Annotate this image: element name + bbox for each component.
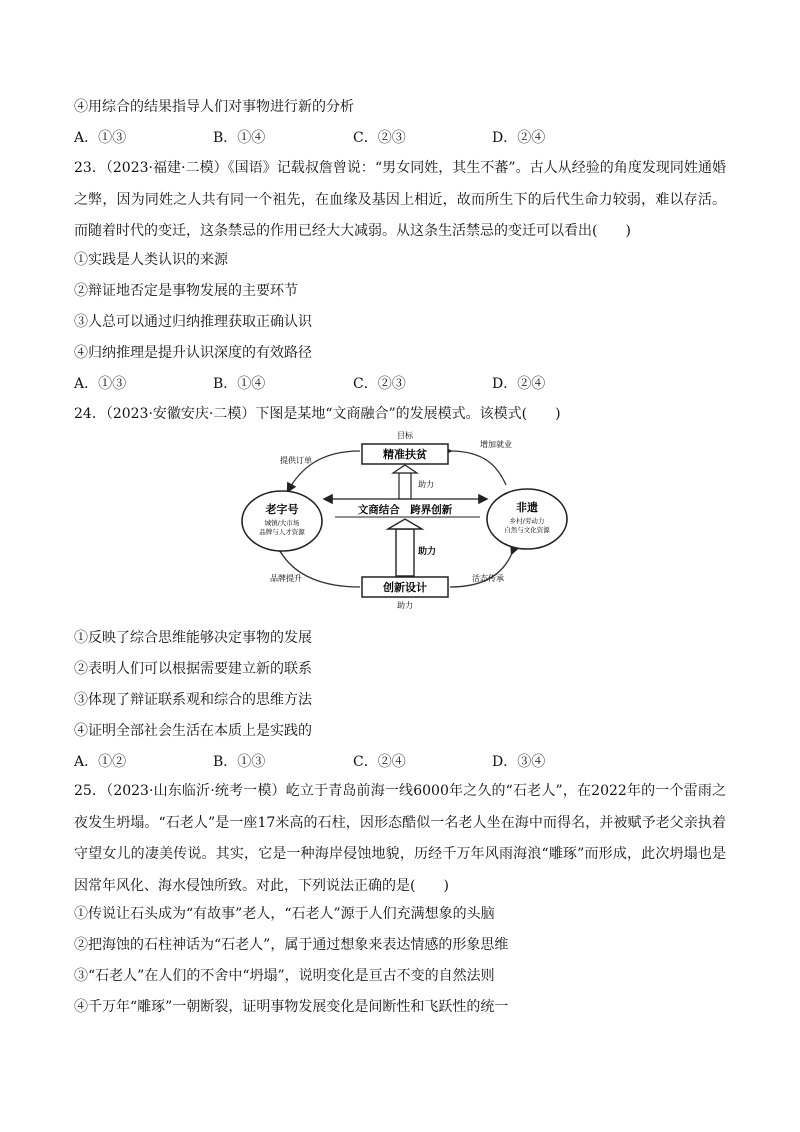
arc-top-left-label: 提供订单 — [280, 456, 312, 465]
arc-top-right-label: 增加就业 — [480, 440, 512, 449]
bottom-box-label: 创新设计 — [383, 581, 427, 594]
q24-stem — [74, 404, 561, 424]
up-arrow-small-label: 助力 — [418, 480, 434, 489]
q23-stem — [74, 153, 726, 248]
q25-option-3: ③“石老人”在人们的不舍中“坍塌”，说明变化是亘古不变的自然法则 — [74, 968, 495, 984]
q23-number: 23． — [74, 160, 106, 176]
q23-choices — [74, 374, 714, 394]
q23-text: 《国语》记载叔詹曾说：“男女同姓，其生不蕃”。古人从经验的角度发现同姓通婚之弊，因为同姓之人共有同一个祖先，在血缘及基因上相近，故而所生下的后代生命力较弱，难以存活。而随着时代的变迁，这条禁忌的作用已经大大减弱。从这条生活禁忌的变迁可以看出( ) — [74, 160, 726, 239]
diagram-svg — [240, 429, 570, 611]
q24-choice-c: C．②④ — [353, 754, 406, 770]
q23-choice-c: C．②③ — [353, 376, 406, 392]
q24-option-4: ④证明全部社会生活在本质上是实践的 — [74, 723, 312, 739]
q24-choices — [74, 752, 714, 772]
up-arrow-big-label: 助力 — [418, 547, 437, 557]
q24-choice-d: D．③④ — [492, 754, 546, 770]
left-sub1: 城镇/大市场 — [264, 519, 300, 527]
bottom-caption: 助力 — [397, 601, 413, 610]
arc-bottom-left-label: 品牌提升 — [270, 574, 302, 583]
right-sub2: 自然与文化资源 — [504, 526, 550, 534]
q24-choice-b: B．①③ — [213, 754, 266, 770]
left-title: 老字号 — [265, 503, 299, 516]
top-caption: 目标 — [397, 431, 413, 440]
q22-choice-a: A．①③ — [74, 130, 127, 146]
arc-top-right — [450, 451, 506, 485]
q25-option-1: ①传说让石头成为“有故事”老人，“石老人”源于人们充满想象的头脑 — [74, 906, 495, 922]
q22-option-4: ④用综合的结果指导人们对事物进行新的分析 — [74, 99, 354, 115]
q23-option-2: ②辩证地否定是事物发展的主要环节 — [74, 283, 298, 299]
left-sub2: 品牌与人才资源 — [259, 528, 305, 536]
q23-option-1: ①实践是人类认识的来源 — [74, 252, 228, 268]
q22-choice-d: D．②④ — [492, 130, 546, 146]
right-title: 非遗 — [516, 501, 538, 514]
up-arrow-big — [396, 529, 414, 576]
q25-option-4: ④千万年“雕琢”一朝断裂，证明事物发展变化是间断性和飞跃性的统一 — [74, 999, 509, 1015]
q22-choice-b: B．①④ — [213, 130, 266, 146]
arc-bottom-right-label: 活态传承 — [472, 574, 504, 583]
q24-source: （2023·安徽安庆·二模） — [105, 406, 256, 422]
q24-option-2: ②表明人们可以根据需要建立新的联系 — [74, 661, 312, 677]
q23-source: （2023·福建·二模） — [105, 160, 228, 176]
q22-choice-c: C．②③ — [353, 130, 406, 146]
top-box-label: 精准扶贫 — [383, 448, 427, 461]
q24-text: 下图是某地“文商融合”的发展模式。该模式( ) — [255, 406, 561, 422]
q25-text: 屹立于青岛前海一线6000年之久的“石老人”，在2022年的一个雷雨之夜发生坍塌。“石老人”是一座17米高的石柱，因形态酷似一名老人坐在海中而得名，并被赋予老父亲执着守望女儿的凄美传说。其实，它是一种海岸侵蚀地貌，历经千万年风雨海浪“雕琢”而形成，此次坍塌也是因常年风化、海水侵蚀所致。对此，下列说法正确的是( ) — [74, 783, 726, 894]
q23-choice-d: D．②④ — [492, 376, 546, 392]
q22-choices — [74, 128, 714, 148]
q23-option-4: ④归纳推理是提升认识深度的有效路径 — [74, 345, 312, 361]
q23-choice-a: A．①③ — [74, 376, 127, 392]
q25-option-2: ②把海蚀的石柱神话为“石老人”，属于通过想象来表达情感的形象思维 — [74, 937, 509, 953]
wenshang-diagram — [240, 429, 570, 611]
q24-option-3: ③体现了辩证联系观和综合的思维方法 — [74, 692, 312, 708]
q24-number: 24． — [74, 406, 106, 422]
q24-choice-a: A．①② — [74, 754, 127, 770]
q25-number: 25． — [74, 783, 107, 799]
right-sub1: 乡村/劳动力 — [509, 517, 545, 525]
up-arrow-small — [399, 473, 411, 499]
center-label: 文商结合 跨界创新 — [357, 504, 453, 516]
q23-option-3: ③人总可以通过归纳推理获取正确认识 — [74, 314, 312, 330]
q25-stem — [74, 776, 726, 902]
q23-choice-b: B．①④ — [213, 376, 266, 392]
q25-source: （2023·山东临沂·统考一模） — [106, 783, 286, 799]
q24-option-1: ①反映了综合思维能够决定事物的发展 — [74, 630, 312, 646]
